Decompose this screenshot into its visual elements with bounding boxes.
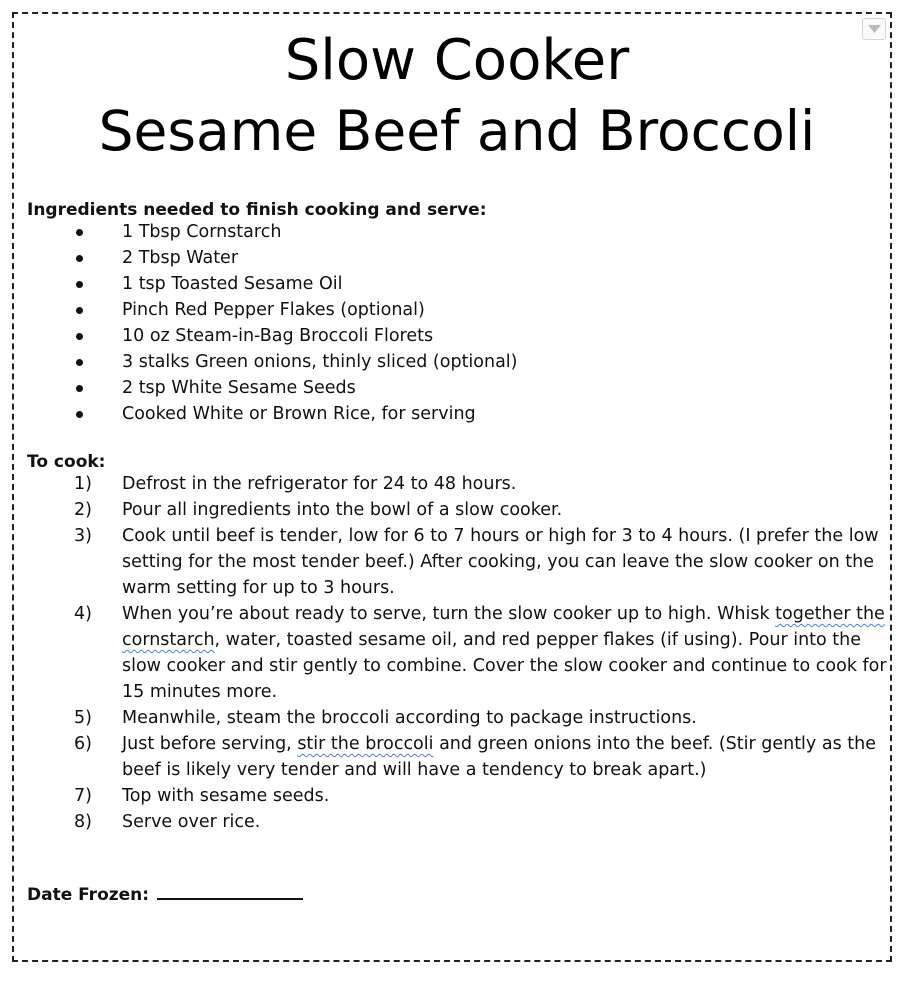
step-number: 5): [74, 708, 92, 728]
step-number: 2): [74, 500, 92, 520]
ingredients-heading: Ingredients needed to finish cooking and serve:: [27, 200, 487, 220]
to-cook-heading: To cook:: [27, 452, 106, 472]
step-text: Pour all ingredients into the bowl of a slow cooker.: [122, 500, 563, 520]
ingredient-text: 1 tsp Toasted Sesame Oil: [122, 274, 343, 294]
step-item: [0, 731, 892, 783]
date-frozen-blank: [157, 883, 303, 900]
step-item: [0, 809, 892, 835]
bullet-icon: [76, 255, 83, 262]
step-item: [0, 471, 892, 497]
ingredient-text: Cooked White or Brown Rice, for serving: [122, 404, 476, 424]
step-text: Cook until beef is tender, low for 6 to 7 hours or high for 3 to 4 hours. (I prefer the low setting for the most tender beef.) After cooking, you can leave the slow cooker on the warm setting for up to 3 hours.: [122, 526, 879, 598]
ingredient-text: 1 Tbsp Cornstarch: [122, 222, 282, 242]
ingredient-text: 3 stalks Green onions, thinly sliced (optional): [122, 352, 518, 372]
step-text-part: , water, toasted sesame oil, and red pepper flakes (if using). Pour into the slow cooker and stir gently to combine. Cover the slow cooker and continue to cook for 15 minutes more.: [122, 630, 887, 702]
step-item: [0, 783, 892, 809]
step-item: [0, 497, 892, 523]
step-item: [0, 705, 892, 731]
step-number: 6): [74, 734, 92, 754]
step-text: Top with sesame seeds.: [122, 786, 330, 806]
ingredient-text: 2 Tbsp Water: [122, 248, 239, 268]
recipe-title-line-1: Slow Cooker: [284, 28, 630, 93]
bullet-icon: [76, 229, 83, 236]
recipe-title-line-2: Sesame Beef and Broccoli: [98, 99, 816, 163]
step-number: 3): [74, 526, 92, 546]
step-number: 4): [74, 604, 92, 624]
step-text: Serve over rice.: [122, 812, 261, 832]
step-item: [0, 601, 892, 705]
spellcheck-marked-text[interactable]: stir the broccoli: [297, 734, 434, 754]
bullet-icon: [76, 359, 83, 366]
step-text: [122, 731, 892, 783]
ingredient-text: 2 tsp White Sesame Seeds: [122, 378, 356, 398]
ingredient-text: Pinch Red Pepper Flakes (optional): [122, 300, 425, 320]
step-number: 7): [74, 786, 92, 806]
step-number: 1): [74, 474, 92, 494]
ingredient-text: 10 oz Steam-in-Bag Broccoli Florets: [122, 326, 434, 346]
bullet-icon: [76, 307, 83, 314]
step-number: 8): [74, 812, 92, 832]
date-frozen-row: [27, 883, 303, 907]
step-item: [0, 523, 892, 601]
step-text: Defrost in the refrigerator for 24 to 48 hours.: [122, 474, 517, 494]
spellcheck-marked-text[interactable]: together the cornstarch: [122, 604, 885, 650]
bullet-icon: [76, 411, 83, 418]
step-text: [122, 601, 892, 705]
step-text-part: When you’re about ready to serve, turn the slow cooker up to high. Whisk: [122, 604, 776, 624]
instructions-list: [0, 471, 892, 835]
bullet-icon: [76, 385, 83, 392]
date-frozen-label: Date Frozen:: [27, 885, 155, 905]
step-text-part: Just before serving,: [122, 734, 298, 754]
step-text: Meanwhile, steam the broccoli according to package instructions.: [122, 708, 697, 728]
step-text-part: and green onions into the beef. (Stir gently as the beef is likely very tender and will have a tendency to break apart.): [122, 734, 876, 780]
bullet-icon: [76, 333, 83, 340]
bullet-icon: [76, 281, 83, 288]
